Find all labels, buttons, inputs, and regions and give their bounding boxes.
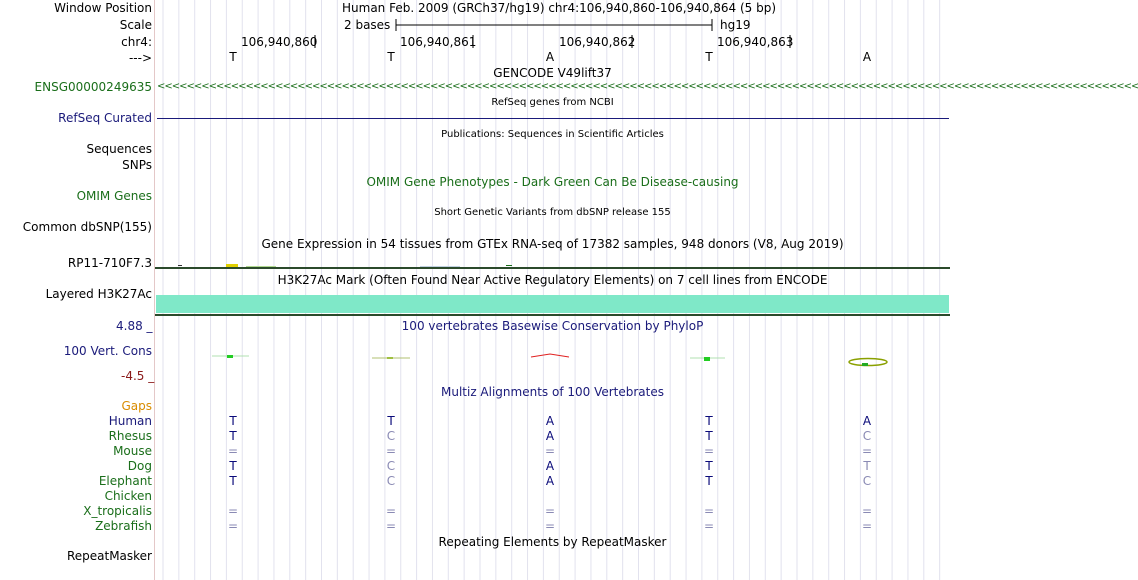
- gtex-track-title[interactable]: Gene Expression in 54 tissues from GTEx RNA-seq of 17382 samples, 948 donors (V8, Aug 2019): [261, 237, 844, 251]
- aligned-base: T: [705, 459, 713, 473]
- ref-base: T: [229, 50, 237, 64]
- species-label[interactable]: Elephant: [98, 474, 152, 488]
- gtex-gene-label[interactable]: RP11-710F7.3: [67, 256, 152, 270]
- aligned-base: T: [229, 459, 237, 473]
- species-label[interactable]: Mouse: [113, 444, 152, 458]
- scale-bases: 2 bases: [344, 18, 391, 32]
- ref-base: T: [387, 50, 395, 64]
- ref-base: T: [705, 50, 713, 64]
- gaps-label[interactable]: Gaps: [121, 399, 152, 413]
- h3k27ac-track-title[interactable]: H3K27Ac Mark (Often Found Near Active Regulatory Elements) on 7 cell lines from ENCODE: [277, 273, 828, 287]
- aligned-base: =: [703, 444, 715, 458]
- window-position-label: Window Position: [54, 1, 152, 15]
- dbsnp-label[interactable]: Common dbSNP(155): [22, 220, 152, 234]
- aligned-base: C: [386, 429, 396, 443]
- gencode-track-title[interactable]: GENCODE V49lift37: [493, 66, 612, 80]
- aligned-base: A: [545, 429, 555, 443]
- aligned-base: =: [703, 519, 715, 533]
- omim-track-title[interactable]: OMIM Gene Phenotypes - Dark Green Can Be Disease-causing: [366, 175, 739, 189]
- scale-label: Scale: [119, 18, 152, 32]
- aligned-base: A: [545, 414, 555, 428]
- phylop-label[interactable]: 100 Vert. Cons: [63, 344, 152, 358]
- aligned-base: =: [385, 504, 397, 518]
- aligned-base: =: [385, 444, 397, 458]
- aligned-base: A: [862, 414, 872, 428]
- dbsnp-track-title[interactable]: Short Genetic Variants from dbSNP release 155: [434, 207, 671, 218]
- multiz-track-title[interactable]: Multiz Alignments of 100 Vertebrates: [440, 385, 665, 399]
- species-label[interactable]: X_tropicalis: [83, 504, 152, 518]
- publications-track-title[interactable]: Publications: Sequences in Scientific Articles: [441, 129, 664, 140]
- aligned-base: T: [705, 414, 713, 428]
- aligned-base: T: [229, 429, 237, 443]
- scale-assembly: hg19: [720, 18, 751, 32]
- aligned-base: A: [545, 459, 555, 473]
- aligned-base: T: [387, 414, 395, 428]
- h3k27ac-label[interactable]: Layered H3K27Ac: [45, 287, 152, 301]
- refseq-curated-label[interactable]: RefSeq Curated: [58, 111, 152, 125]
- refseq-track-title[interactable]: RefSeq genes from NCBI: [491, 97, 614, 108]
- phylop-max-value: 4.88 _: [116, 319, 153, 333]
- aligned-base: =: [227, 504, 239, 518]
- aligned-base: T: [705, 474, 713, 488]
- aligned-base: =: [227, 444, 239, 458]
- sequences-label[interactable]: Sequences: [86, 142, 152, 156]
- aligned-base: T: [229, 414, 237, 428]
- aligned-base: C: [862, 429, 872, 443]
- aligned-base: =: [861, 444, 873, 458]
- position-label: 106,940,860: [241, 35, 318, 49]
- position-label: 106,940,861: [400, 35, 477, 49]
- repeatmasker-label[interactable]: RepeatMasker: [66, 549, 152, 563]
- species-label[interactable]: Rhesus: [108, 429, 152, 443]
- aligned-base: A: [545, 474, 555, 488]
- position-label: 106,940,862: [559, 35, 636, 49]
- chrom-label: chr4:: [121, 35, 152, 49]
- phylop-min-value: -4.5 _: [121, 369, 155, 383]
- strand-label: --->: [128, 51, 152, 65]
- ensg-gene-feature[interactable]: <<<<<<<<<<<<<<<<<<<<<<<<<<<<<<<<<<<<<<<<<<<<<<<<<<<<<<<<<<<<<<<<<<<<<<<<<<<<<<<<<<<<<<<<<<<<<<<<<<<<<<<<<<<<<<<<<<<<<<<<<<<<<<<<<<<<<: [157, 81, 1138, 92]
- omim-genes-label[interactable]: OMIM Genes: [76, 189, 152, 203]
- ref-base: A: [862, 50, 872, 64]
- species-label[interactable]: Human: [108, 414, 152, 428]
- aligned-base: C: [386, 474, 396, 488]
- position-label: 106,940,863: [717, 35, 794, 49]
- repeatmasker-track-title[interactable]: Repeating Elements by RepeatMasker: [438, 535, 667, 549]
- aligned-base: =: [703, 504, 715, 518]
- snps-label[interactable]: SNPs: [122, 158, 152, 172]
- species-label[interactable]: Dog: [127, 459, 152, 473]
- aligned-base: T: [705, 429, 713, 443]
- ensg-track-label[interactable]: ENSG00000249635: [34, 80, 152, 94]
- aligned-base: =: [544, 504, 556, 518]
- aligned-base: C: [386, 459, 396, 473]
- aligned-base: =: [544, 444, 556, 458]
- aligned-base: =: [861, 519, 873, 533]
- aligned-base: C: [862, 474, 872, 488]
- window-position-text: Human Feb. 2009 (GRCh37/hg19) chr4:106,940,860-106,940,864 (5 bp): [342, 1, 777, 15]
- species-label[interactable]: Chicken: [104, 489, 152, 503]
- species-label[interactable]: Zebrafish: [95, 519, 152, 533]
- aligned-base: =: [385, 519, 397, 533]
- aligned-base: T: [229, 474, 237, 488]
- ref-base: A: [545, 50, 555, 64]
- aligned-base: =: [861, 504, 873, 518]
- aligned-base: T: [863, 459, 871, 473]
- aligned-base: =: [544, 519, 556, 533]
- aligned-base: =: [227, 519, 239, 533]
- phylop-track-title[interactable]: 100 vertebrates Basewise Conservation by PhyloP: [401, 319, 704, 333]
